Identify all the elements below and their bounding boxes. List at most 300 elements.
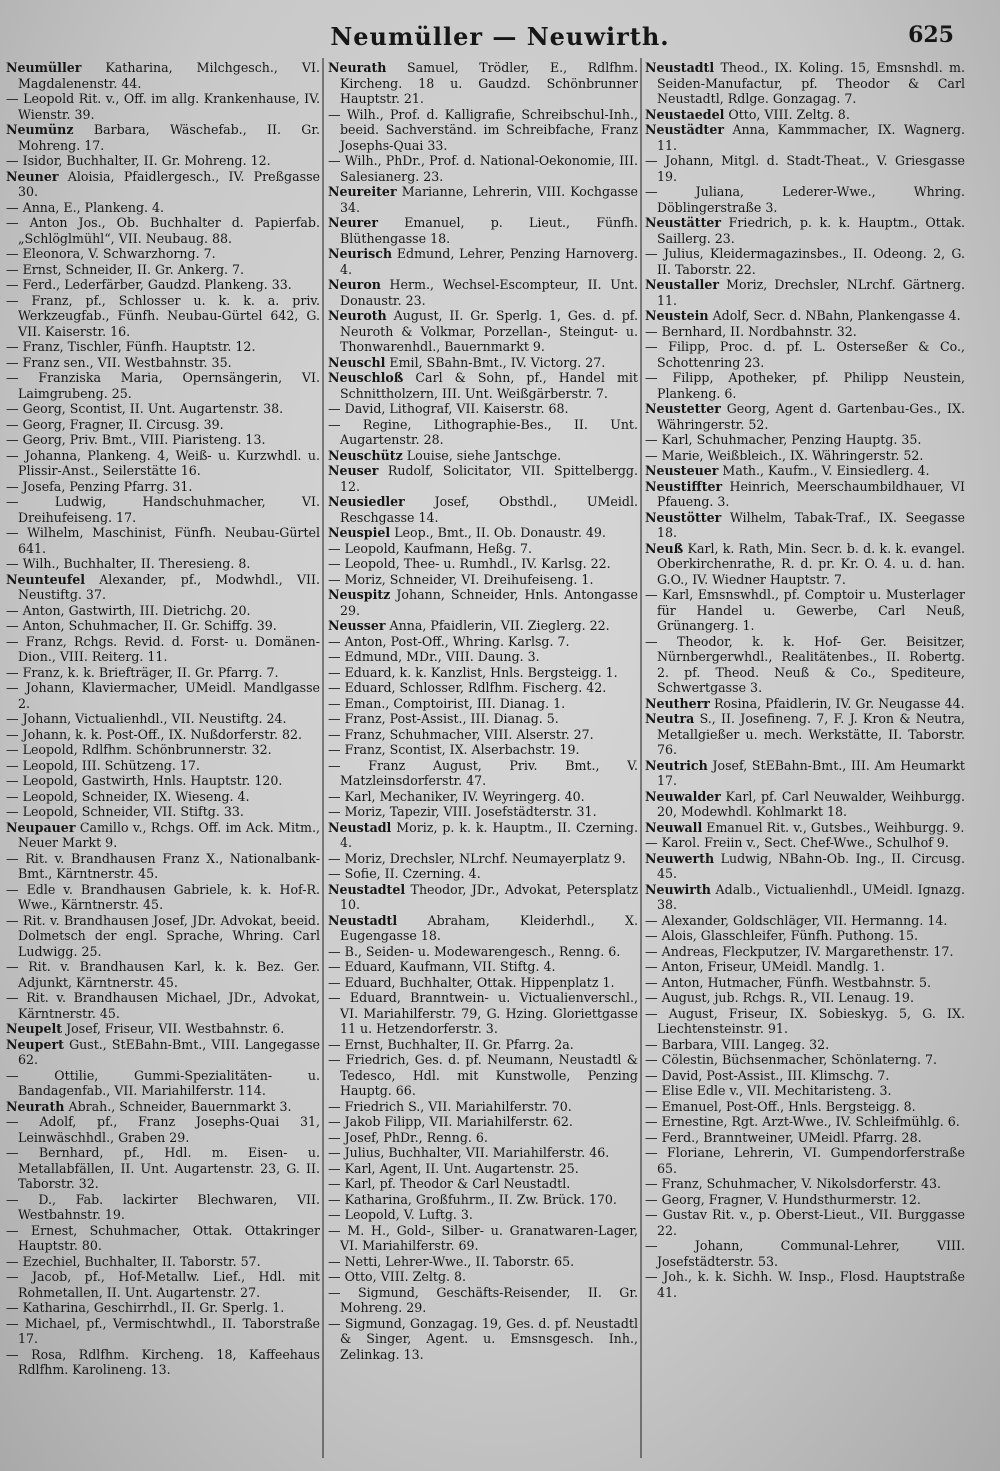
entry-surname: Neuwerth: [645, 850, 715, 866]
directory-entry: [6, 1254, 320, 1270]
directory-entry: [645, 324, 965, 340]
directory-entry: [6, 1223, 320, 1254]
entry-text: — Friedrich S., VII. Mariahilferstr. 70.: [328, 1098, 572, 1114]
entry-text: — Karl, Mechaniker, IV. Weyringerg. 40.: [328, 788, 585, 804]
directory-entry: [328, 882, 638, 913]
entry-surname: Neuser: [328, 463, 379, 478]
directory-entry: [6, 1145, 320, 1192]
directory-entry: [6, 572, 320, 603]
directory-entry: [328, 758, 638, 789]
entry-text: — M. H., Gold-, Silber- u. Granatwaren-Lager, VI. Mariahilferstr. 69.: [328, 1222, 638, 1253]
entry-text: S., II. Josefineng. 7, F. J. Kron & Neutra, Metallgießer u. mech. Werkstätte, II. Taborstr. 76.: [657, 711, 965, 757]
directory-entry: [645, 215, 965, 246]
entry-surname: Neustiffter: [645, 478, 723, 494]
entry-surname: Neumüller: [6, 60, 82, 75]
page-title: Neumüller — Neuwirth.: [330, 22, 670, 51]
directory-entry: [645, 60, 965, 107]
directory-entry: [6, 851, 320, 882]
directory-entry: [645, 835, 965, 851]
directory-entry: [6, 820, 320, 851]
directory-entry: [645, 1114, 965, 1130]
directory-entry: [645, 696, 965, 712]
entry-surname: Neustaedel: [645, 106, 725, 122]
entry-text: — Leopold, Thee- u. Rumhdl., IV. Karlsg. 22.: [328, 556, 611, 571]
directory-entry: [328, 1161, 638, 1177]
directory-entry: [645, 1083, 965, 1099]
entry-surname: Neurath: [6, 1098, 65, 1114]
directory-entry: [645, 122, 965, 153]
entry-surname: Neustötter: [645, 509, 722, 525]
entry-text: — Eduard, Schlosser, Rdlfhm. Fischerg. 42.: [328, 680, 607, 695]
entry-text: Heinrich, Meerschaumbildhauer, VI Pfaueng. 3.: [657, 478, 965, 509]
directory-entry: [328, 1192, 638, 1208]
entry-text: Friedrich, p. k. k. Hauptm., Ottak. Saillerg. 23.: [657, 215, 965, 246]
directory-entry: [645, 1006, 965, 1037]
entry-text: — Rit. v. Brandhausen Karl, k. k. Bez. Ger. Adjunkt, Kärntnerstr. 45.: [6, 959, 320, 990]
directory-entry: [328, 820, 638, 851]
entry-text: — Isidor, Buchhalter, II. Gr. Mohreng. 12.: [6, 153, 271, 168]
directory-entry: [645, 1099, 965, 1115]
entry-text: August, II. Gr. Sperlg. 1, Ges. d. pf. Neuroth & Volkmar, Porzellan-, Steingut- u. Thonwarenhdl., Bauernmarkt 9.: [340, 308, 638, 354]
entry-text: Leop., Bmt., II. Ob. Donaustr. 49.: [394, 525, 606, 540]
directory-entry: [6, 401, 320, 417]
entry-surname: Neustadtl: [645, 60, 715, 75]
directory-entry: [6, 339, 320, 355]
entry-text: — Leopold, V. Luftg. 3.: [328, 1207, 473, 1222]
entry-text: — Eduard, k. k. Kanzlist, Hnls. Bergsteigg. 1.: [328, 664, 618, 680]
directory-entry: [645, 448, 965, 464]
entry-text: — Leopold, Kaufmann, Heßg. 7.: [328, 540, 533, 556]
entry-text: Camillo v., Rchgs. Off. im Ack. Mitm., Neuer Markt 9.: [18, 819, 320, 850]
directory-entry: [328, 866, 638, 882]
directory-entry: [6, 882, 320, 913]
directory-entry: [328, 1285, 638, 1316]
entry-text: — Eduard, Branntwein- u. Victualienverschl., VI. Mariahilferstr. 79, G. Hzing. Gloriettgasse 11 u. Hetzendorferstr. 3.: [328, 990, 638, 1036]
directory-entry: [645, 851, 965, 882]
entry-text: — Anna, E., Plankeng. 4.: [6, 199, 165, 215]
entry-text: — Franz, Schuhmacher, VIII. Alserstr. 27.: [328, 726, 594, 742]
entry-text: — Wilh., PhDr., Prof. d. National-Oekonomie, III. Salesianerg. 23.: [328, 153, 638, 184]
directory-entry: [328, 246, 638, 277]
directory-entry: [6, 913, 320, 960]
directory-entry: [328, 417, 638, 448]
directory-entry: [6, 665, 320, 681]
directory-entry: [6, 603, 320, 619]
directory-entry: [328, 789, 638, 805]
entry-text: — Karl, Agent, II. Unt. Augartenstr. 25.: [328, 1160, 579, 1176]
directory-entry: [6, 789, 320, 805]
directory-entry: [6, 1114, 320, 1145]
directory-entry: [645, 820, 965, 836]
entry-text: — Ottilie, Gummi-Spezialitäten- u. Bandagenfab., VII. Mariahilferstr. 114.: [6, 1067, 320, 1098]
entry-text: — Julius, Kleidermagazinsbes., II. Odeong. 2, G. II. Taborstr. 22.: [645, 246, 965, 277]
directory-entry: [645, 308, 965, 324]
entry-text: — Anton, Hutmacher, Fünfh. Westbahnstr. 5.: [645, 974, 932, 990]
entry-text: Rosina, Pfaidlerin, IV. Gr. Neugasse 44.: [713, 695, 965, 711]
directory-entry: [6, 122, 320, 153]
directory-entry: [328, 1223, 638, 1254]
entry-text: — Moriz, Schneider, VI. Dreihufeiseng. 1.: [328, 571, 594, 587]
directory-entry: [328, 742, 638, 758]
entry-text: Wilhelm, Tabak-Traf., IX. Seegasse 18.: [657, 509, 965, 540]
directory-entry: [645, 510, 965, 541]
directory-entry: [328, 851, 638, 867]
entry-surname: Neupauer: [6, 819, 76, 835]
directory-entry: [6, 634, 320, 665]
entry-text: Moriz, Drechsler, NLrchf. Gärtnerg. 11.: [657, 277, 965, 308]
entry-surname: Neusteuer: [645, 463, 719, 478]
entry-text: Rudolf, Solicitator, VII. Spittelbergg. 12.: [340, 463, 638, 494]
entry-text: Aloisia, Pfaidlergesch., IV. Preßgasse 30.: [18, 168, 320, 199]
entry-text: — Franz, Scontist, IX. Alserbachstr. 19.: [328, 742, 580, 757]
directory-entry: [645, 1037, 965, 1053]
entry-text: — Karl, Schuhmacher, Penzing Hauptg. 35.: [645, 432, 922, 447]
directory-entry: [645, 1192, 965, 1208]
entry-text: Anna, Pfaidlerin, VII. Zieglerg. 22.: [389, 618, 610, 633]
directory-entry: [328, 1316, 638, 1363]
entry-text: — Leopold, Rdlfhm. Schönbrunnerstr. 32.: [6, 742, 272, 757]
directory-entry: [328, 1052, 638, 1099]
directory-entry: [645, 1238, 965, 1269]
entry-text: — Leopold Rit. v., Off. im allg. Krankenhause, IV. Wienstr. 39.: [6, 91, 320, 122]
entry-text: Math., Kaufm., V. Einsiedlerg. 4.: [722, 463, 930, 478]
entry-text: — Johann, Communal-Lehrer, VIII. Josefstädterstr. 53.: [645, 1238, 965, 1269]
directory-entry: [645, 789, 965, 820]
directory-entry: [328, 665, 638, 681]
entry-text: — Franz, pf., Schlosser u. k. k. a. priv. Werkzeugfab., Fünfh. Neubau-Gürtel 642, G. VII. Kaiserstr. 16.: [6, 292, 320, 339]
entry-text: — Leopold, Gastwirth, Hnls. Hauptstr. 120.: [6, 773, 283, 788]
entry-text: — Floriane, Lehrerin, VI. Gumpendorferstraße 65.: [645, 1145, 965, 1176]
column-divider: [322, 58, 324, 1458]
directory-entry: [328, 587, 638, 618]
entry-text: — Franz, Tischler, Fünfh. Hauptstr. 12.: [6, 339, 256, 354]
entry-text: — Anton Jos., Ob. Buchhalter d. Papierfab. „Schlöglmühl“, VII. Neubaug. 88.: [6, 215, 320, 246]
entry-text: Abraham, Kleiderhdl., X. Eugengasse 18.: [340, 912, 638, 943]
directory-entry: [6, 479, 320, 495]
directory-entry: [6, 618, 320, 634]
entry-text: Adalb., Victualienhdl., UMeidl. Ignazg. 38.: [657, 881, 965, 912]
entry-text: Josef, Friseur, VII. Westbahnstr. 6.: [66, 1021, 285, 1036]
directory-entry: [645, 541, 965, 588]
entry-text: — Ernst, Schneider, II. Gr. Ankerg. 7.: [6, 261, 245, 277]
entry-text: — Cölestin, Büchsenmacher, Schönlaterng. 7.: [645, 1052, 937, 1067]
entry-text: — Filipp, Apotheker, pf. Philipp Neustein, Plankeng. 6.: [645, 370, 965, 401]
entry-text: Barbara, Wäschefab., II. Gr. Mohreng. 17.: [18, 122, 320, 153]
entry-text: — Georg, Fragner, II. Circusg. 39.: [6, 416, 224, 432]
entry-text: Karl, k. Rath, Min. Secr. b. d. k. k. evangel. Oberkirchenrathe, R. d. pr. Kr. O. 4. u. d. han. G.O., IV. Wiedner Hauptstr. 7.: [657, 540, 965, 587]
directory-entry: [6, 1068, 320, 1099]
entry-text: — Theodor, k. k. Hof- Ger. Beisitzer, Nürnbergerwhdl., Realitätenbes., II. Robertg. 2. pf. Theod. Neuß & Co., Spediteure, Schwertgasse 3.: [645, 633, 965, 695]
entry-text: — D., Fab. lackirter Blechwaren, VII. Westbahnstr. 19.: [6, 1191, 320, 1222]
directory-entry: [6, 1021, 320, 1037]
entry-text: — Eduard, Kaufmann, VII. Stiftg. 4.: [328, 959, 556, 974]
entry-text: — Rit. v. Brandhausen Michael, JDr., Advokat, Kärntnerstr. 45.: [6, 990, 320, 1021]
entry-text: — Adolf, pf., Franz Josephs-Quai 31, Leinwäschhdl., Graben 29.: [6, 1114, 320, 1145]
entry-text: — Alexander, Goldschläger, VII. Hermanng. 14.: [645, 912, 948, 928]
entry-text: Adolf, Secr. d. NBahn, Plankengasse 4.: [712, 308, 961, 323]
directory-entry: [645, 634, 965, 696]
entry-surname: Neustadl: [328, 819, 392, 835]
directory-entry: [645, 1269, 965, 1300]
directory-entry: [645, 184, 965, 215]
directory-entry: [645, 107, 965, 123]
entry-surname: Neustädter: [645, 122, 725, 137]
directory-entry: [328, 1099, 638, 1115]
directory-entry: [645, 1068, 965, 1084]
directory-entry: [328, 556, 638, 572]
entry-text: Emil, SBahn-Bmt., IV. Victorg. 27.: [389, 354, 606, 370]
directory-entry: [645, 1130, 965, 1146]
directory-entry: [328, 572, 638, 588]
entry-text: — Franz, k. k. Briefträger, II. Gr. Pfarrg. 7.: [6, 664, 279, 680]
directory-entry: [328, 1254, 638, 1270]
directory-entry: [6, 1300, 320, 1316]
directory-entry: [328, 727, 638, 743]
directory-entry: [328, 60, 638, 107]
entry-text: Emanuel Rit. v., Gutsbes., Weihburgg. 9.: [706, 819, 965, 835]
entry-text: — Barbara, VIII. Langeg. 32.: [645, 1036, 830, 1052]
entry-surname: Neuß: [645, 540, 684, 556]
directory-entry: [645, 463, 965, 479]
entry-text: Carl & Sohn, pf., Handel mit Schnittholzern, III. Unt. Weißgärberstr. 7.: [340, 370, 638, 401]
directory-entry: [6, 525, 320, 556]
entry-text: Theod., IX. Koling. 15, Emsnshdl. m. Seiden-Manufactur, pf. Theodor & Carl Neustadtl, Rdlge. Gonzagag. 7.: [657, 60, 965, 106]
entry-text: — Franziska Maria, Opernsängerin, VI. Laimgrubeng. 25.: [6, 370, 320, 401]
entry-text: — Moriz, Drechsler, NLrchf. Neumayerplatz 9.: [328, 850, 626, 866]
directory-entry: [6, 1269, 320, 1300]
entry-text: — Ferd., Branntweiner, UMeidl. Pfarrg. 28.: [645, 1129, 922, 1145]
entry-text: — Jacob, pf., Hof-Metallw. Lief., Hdl. mit Rohmetallen, II. Unt. Augartenstr. 27.: [6, 1269, 320, 1300]
directory-entry: [6, 246, 320, 262]
entry-text: — Georg, Scontist, II. Unt. Augartenstr. 38.: [6, 401, 284, 416]
directory-entry: [328, 277, 638, 308]
entry-text: Otto, VIII. Zeltg. 8.: [728, 106, 850, 122]
directory-entry: [328, 634, 638, 650]
column-middle: [328, 60, 638, 1460]
entry-text: — Bernhard, pf., Hdl. m. Eisen- u. Metallabfällen, II. Unt. Augartenstr. 23, G. II. Taborstr. 32.: [6, 1145, 320, 1191]
entry-text: — Eleonora, V. Schwarzhorng. 7.: [6, 246, 216, 261]
entry-surname: Neusiedler: [328, 494, 405, 509]
entry-text: — Jakob Filipp, VII. Mariahilferstr. 62.: [328, 1114, 573, 1129]
entry-surname: Neureiter: [328, 184, 397, 199]
entry-surname: Neunteufel: [6, 571, 86, 587]
column-right: [645, 60, 965, 1460]
entry-text: — Sigmund, Geschäfts-Reisender, II. Gr. Mohreng. 29.: [328, 1284, 638, 1315]
directory-entry: [6, 169, 320, 200]
directory-entry: [6, 153, 320, 169]
entry-text: — Juliana, Lederer-Wwe., Whring. Döblingerstraße 3.: [645, 184, 965, 215]
entry-surname: Neutrich: [645, 757, 708, 773]
directory-entry: [328, 680, 638, 696]
directory-entry: [328, 975, 638, 991]
entry-text: Marianne, Lehrerin, VIII. Kochgasse 34.: [340, 184, 638, 215]
entry-text: Louise, siehe Jantschge.: [406, 447, 562, 463]
entry-text: — Katharina, Geschirrhdl., II. Gr. Sperlg. 1.: [6, 1300, 285, 1315]
page-number: 625: [908, 22, 954, 48]
directory-entry: [645, 913, 965, 929]
entry-text: — Johann, Victualienhdl., VII. Neustiftg. 24.: [6, 711, 287, 726]
directory-entry: [645, 339, 965, 370]
directory-entry: [645, 401, 965, 432]
directory-entry: [6, 355, 320, 371]
directory-entry: [6, 742, 320, 758]
entry-text: — Alois, Glasschleifer, Fünfh. Puthong. 15.: [645, 928, 919, 943]
entry-text: — Josefa, Penzing Pfarrg. 31.: [6, 478, 193, 494]
entry-text: — Johanna, Plankeng. 4, Weiß- u. Kurzwhdl. u. Plissir-Anst., Seilerstätte 16.: [6, 447, 320, 478]
entry-text: — Ferd., Lederfärber, Gaudzd. Plankeng. 33.: [6, 277, 292, 292]
entry-text: — Sofie, II. Czerning. 4.: [328, 866, 481, 881]
entry-text: — Karl, Emsnswhdl., pf. Comptoir u. Musterlager für Handel u. Gewerbe, Carl Neuß, Grünangerg. 1.: [645, 587, 965, 633]
directory-entry: [645, 944, 965, 960]
entry-text: — Eman., Comptoirist, III. Dianag. 1.: [328, 695, 566, 711]
entry-text: — Leopold, Schneider, IX. Wieseng. 4.: [6, 788, 250, 804]
entry-surname: Neustadtl: [328, 912, 398, 928]
entry-text: — Johann, k. k. Post-Off., IX. Nußdorferstr. 82.: [6, 726, 302, 742]
directory-entry: [328, 913, 638, 944]
entry-surname: Neuron: [328, 277, 381, 292]
directory-entry: [6, 448, 320, 479]
entry-text: — Anton, Friseur, UMeidl. Mandlg. 1.: [645, 959, 885, 974]
directory-entry: [645, 479, 965, 510]
entry-surname: Neutherr: [645, 695, 710, 711]
directory-entry: [645, 711, 965, 758]
directory-entry: [328, 649, 638, 665]
entry-text: Abrah., Schneider, Bauernmarkt 3.: [68, 1098, 292, 1114]
entry-surname: Neurer: [328, 215, 378, 230]
entry-text: — Elise Edle v., VII. Mechitaristeng. 3.: [645, 1083, 892, 1098]
entry-text: — Ernestine, Rgt. Arzt-Wwe., IV. Schleifmühlg. 6.: [645, 1114, 960, 1129]
column-divider: [640, 58, 642, 1458]
directory-entry: [6, 262, 320, 278]
entry-text: Josef, Obsthdl., UMeidl. Reschgasse 14.: [340, 494, 638, 525]
entry-text: — Edle v. Brandhausen Gabriele, k. k. Hof-R. Wwe., Kärntnerstr. 45.: [6, 881, 320, 912]
entry-text: — Josef, PhDr., Renng. 6.: [328, 1129, 488, 1145]
entry-text: — Wilhelm, Maschinist, Fünfh. Neubau-Gürtel 641.: [6, 525, 320, 556]
entry-text: — Franz, Post-Assist., III. Dianag. 5.: [328, 711, 559, 726]
directory-entry: [328, 153, 638, 184]
entry-text: — Karol. Freiin v., Sect. Chef-Wwe., Schulhof 9.: [645, 835, 949, 850]
directory-entry: [645, 1145, 965, 1176]
entry-text: — Julius, Buchhalter, VII. Mariahilferstr. 46.: [328, 1145, 610, 1160]
directory-entry: [328, 370, 638, 401]
entry-text: — Eduard, Buchhalter, Ottak. Hippenplatz 1.: [328, 974, 615, 990]
entry-text: — Andreas, Fleckputzer, IV. Margarethenstr. 17.: [645, 943, 954, 959]
entry-surname: Neustetter: [645, 401, 721, 416]
directory-entry: [645, 928, 965, 944]
entry-text: — Netti, Lehrer-Wwe., II. Taborstr. 65.: [328, 1253, 575, 1269]
entry-text: Ludwig, NBahn-Ob. Ing., II. Circusg. 45.: [657, 850, 965, 881]
directory-entry: [645, 990, 965, 1006]
directory-entry: [645, 432, 965, 448]
directory-entry: [6, 556, 320, 572]
entry-text: — Marie, Weißbleich., IX. Währingerstr. 52.: [645, 447, 924, 463]
entry-text: — Franz, Schuhmacher, V. Nikolsdorferstr. 43.: [645, 1176, 941, 1191]
entry-text: Emanuel, p. Lieut., Fünfh. Blüthengasse 18.: [340, 215, 638, 246]
directory-entry: [6, 1316, 320, 1347]
directory-entry: [6, 277, 320, 293]
entry-text: — Anton, Gastwirth, III. Dietrichg. 20.: [6, 602, 251, 618]
directory-entry: [645, 758, 965, 789]
entry-text: Karl, pf. Carl Neuwalder, Weihburgg. 20, Modewhdl. Kohlmarkt 18.: [657, 788, 965, 819]
directory-entry: [328, 463, 638, 494]
entry-surname: Neurath: [328, 60, 387, 75]
entry-surname: Neuspiel: [328, 525, 391, 540]
entry-text: — Sigmund, Gonzagag. 19, Ges. d. pf. Neustadtl & Singer, Agent. u. Emsnsgesch. Inh., Zelinkag. 13.: [328, 1315, 638, 1362]
entry-text: — Ludwig, Handschuhmacher, VI. Dreihufeiseng. 17.: [6, 494, 320, 525]
entry-text: — Georg, Fragner, V. Hundsthurmerstr. 12.: [645, 1191, 921, 1207]
entry-text: Edmund, Lehrer, Penzing Harnoverg. 4.: [340, 246, 638, 277]
directory-entry: [328, 541, 638, 557]
entry-text: — August, Friseur, IX. Sobieskyg. 5, G. IX. Liechtensteinstr. 91.: [645, 1005, 965, 1036]
entry-surname: Neuschl: [328, 354, 386, 370]
column-left: [6, 60, 320, 1460]
directory-entry: [328, 1130, 638, 1146]
entry-text: Theodor, JDr., Advokat, Petersplatz 10.: [340, 881, 638, 912]
directory-entry: [6, 91, 320, 122]
directory-entry: [6, 1192, 320, 1223]
entry-surname: Neustaller: [645, 277, 719, 292]
entry-surname: Neupert: [6, 1036, 64, 1052]
entry-surname: Neuschütz: [328, 447, 403, 463]
directory-entry: [645, 882, 965, 913]
entry-text: — Johann, Mitgl. d. Stadt-Theat., V. Griesgasse 19.: [645, 153, 965, 184]
directory-entry: [6, 417, 320, 433]
entry-text: Gust., StEBahn-Bmt., VIII. Langegasse 62.: [18, 1036, 320, 1067]
directory-entry: [328, 944, 638, 960]
directory-entry: [6, 1099, 320, 1115]
directory-entry: [6, 432, 320, 448]
directory-entry: [328, 401, 638, 417]
entry-text: — Karl, pf. Theodor & Carl Neustadtl.: [328, 1176, 571, 1191]
directory-entry: [328, 711, 638, 727]
entry-text: — Wilh., Prof. d. Kalligrafie, Schreibschul-Inh., beeid. Sachverständ. im Schreibfache, Franz Josephs-Quai 33.: [328, 106, 638, 153]
directory-entry: [6, 959, 320, 990]
entry-text: — David, Lithograf, VII. Kaiserstr. 68.: [328, 401, 569, 416]
entry-text: — Leopold, III. Schützeng. 17.: [6, 757, 200, 773]
entry-surname: Neusser: [328, 618, 386, 633]
directory-entry: [645, 1052, 965, 1068]
directory-entry: [328, 1176, 638, 1192]
entry-text: — Katharina, Großfuhrm., II. Zw. Brück. 170.: [328, 1191, 617, 1207]
entry-text: — Friedrich, Ges. d. pf. Neumann, Neustadtl & Tedesco, Hdl. mit Kunstwolle, Penzing Hauptg. 66.: [328, 1052, 638, 1098]
directory-entry: [328, 696, 638, 712]
entry-text: Georg, Agent d. Gartenbau-Ges., IX. Währingerstr. 52.: [657, 401, 965, 432]
directory-entry: [6, 1347, 320, 1378]
directory-entry: [328, 525, 638, 541]
directory-entry: [6, 494, 320, 525]
directory-entry: [6, 773, 320, 789]
entry-text: — Georg, Priv. Bmt., VIII. Piaristeng. 13.: [6, 432, 266, 447]
entry-text: — Franz August, Priv. Bmt., V. Matzleinsdorferstr. 47.: [328, 757, 638, 788]
directory-entry: [6, 711, 320, 727]
directory-entry: [6, 990, 320, 1021]
directory-entry: [645, 370, 965, 401]
entry-text: — August, jub. Rchgs. R., VII. Lenaug. 19.: [645, 990, 914, 1005]
entry-text: — Edmund, MDr., VIII. Daung. 3.: [328, 649, 540, 664]
entry-text: Alexander, pf., Modwhdl., VII. Neustiftg. 37.: [18, 571, 320, 602]
directory-entry: [645, 975, 965, 991]
directory-entry: [328, 308, 638, 355]
entry-surname: Neuwirth: [645, 881, 711, 897]
directory-entry: [6, 60, 320, 91]
entry-surname: Neustätter: [645, 215, 722, 230]
directory-entry: [328, 1037, 638, 1053]
directory-entry: [328, 804, 638, 820]
entry-text: — Ernest, Schuhmacher, Ottak. Ottakringer Hauptstr. 80.: [6, 1222, 320, 1253]
entry-text: — Rit. v. Brandhausen Josef, JDr. Advokat, beeid. Dolmetsch der engl. Sprache, Whring. Carl Ludwigg. 25.: [6, 912, 320, 959]
directory-entry: [6, 680, 320, 711]
directory-entry: [328, 184, 638, 215]
